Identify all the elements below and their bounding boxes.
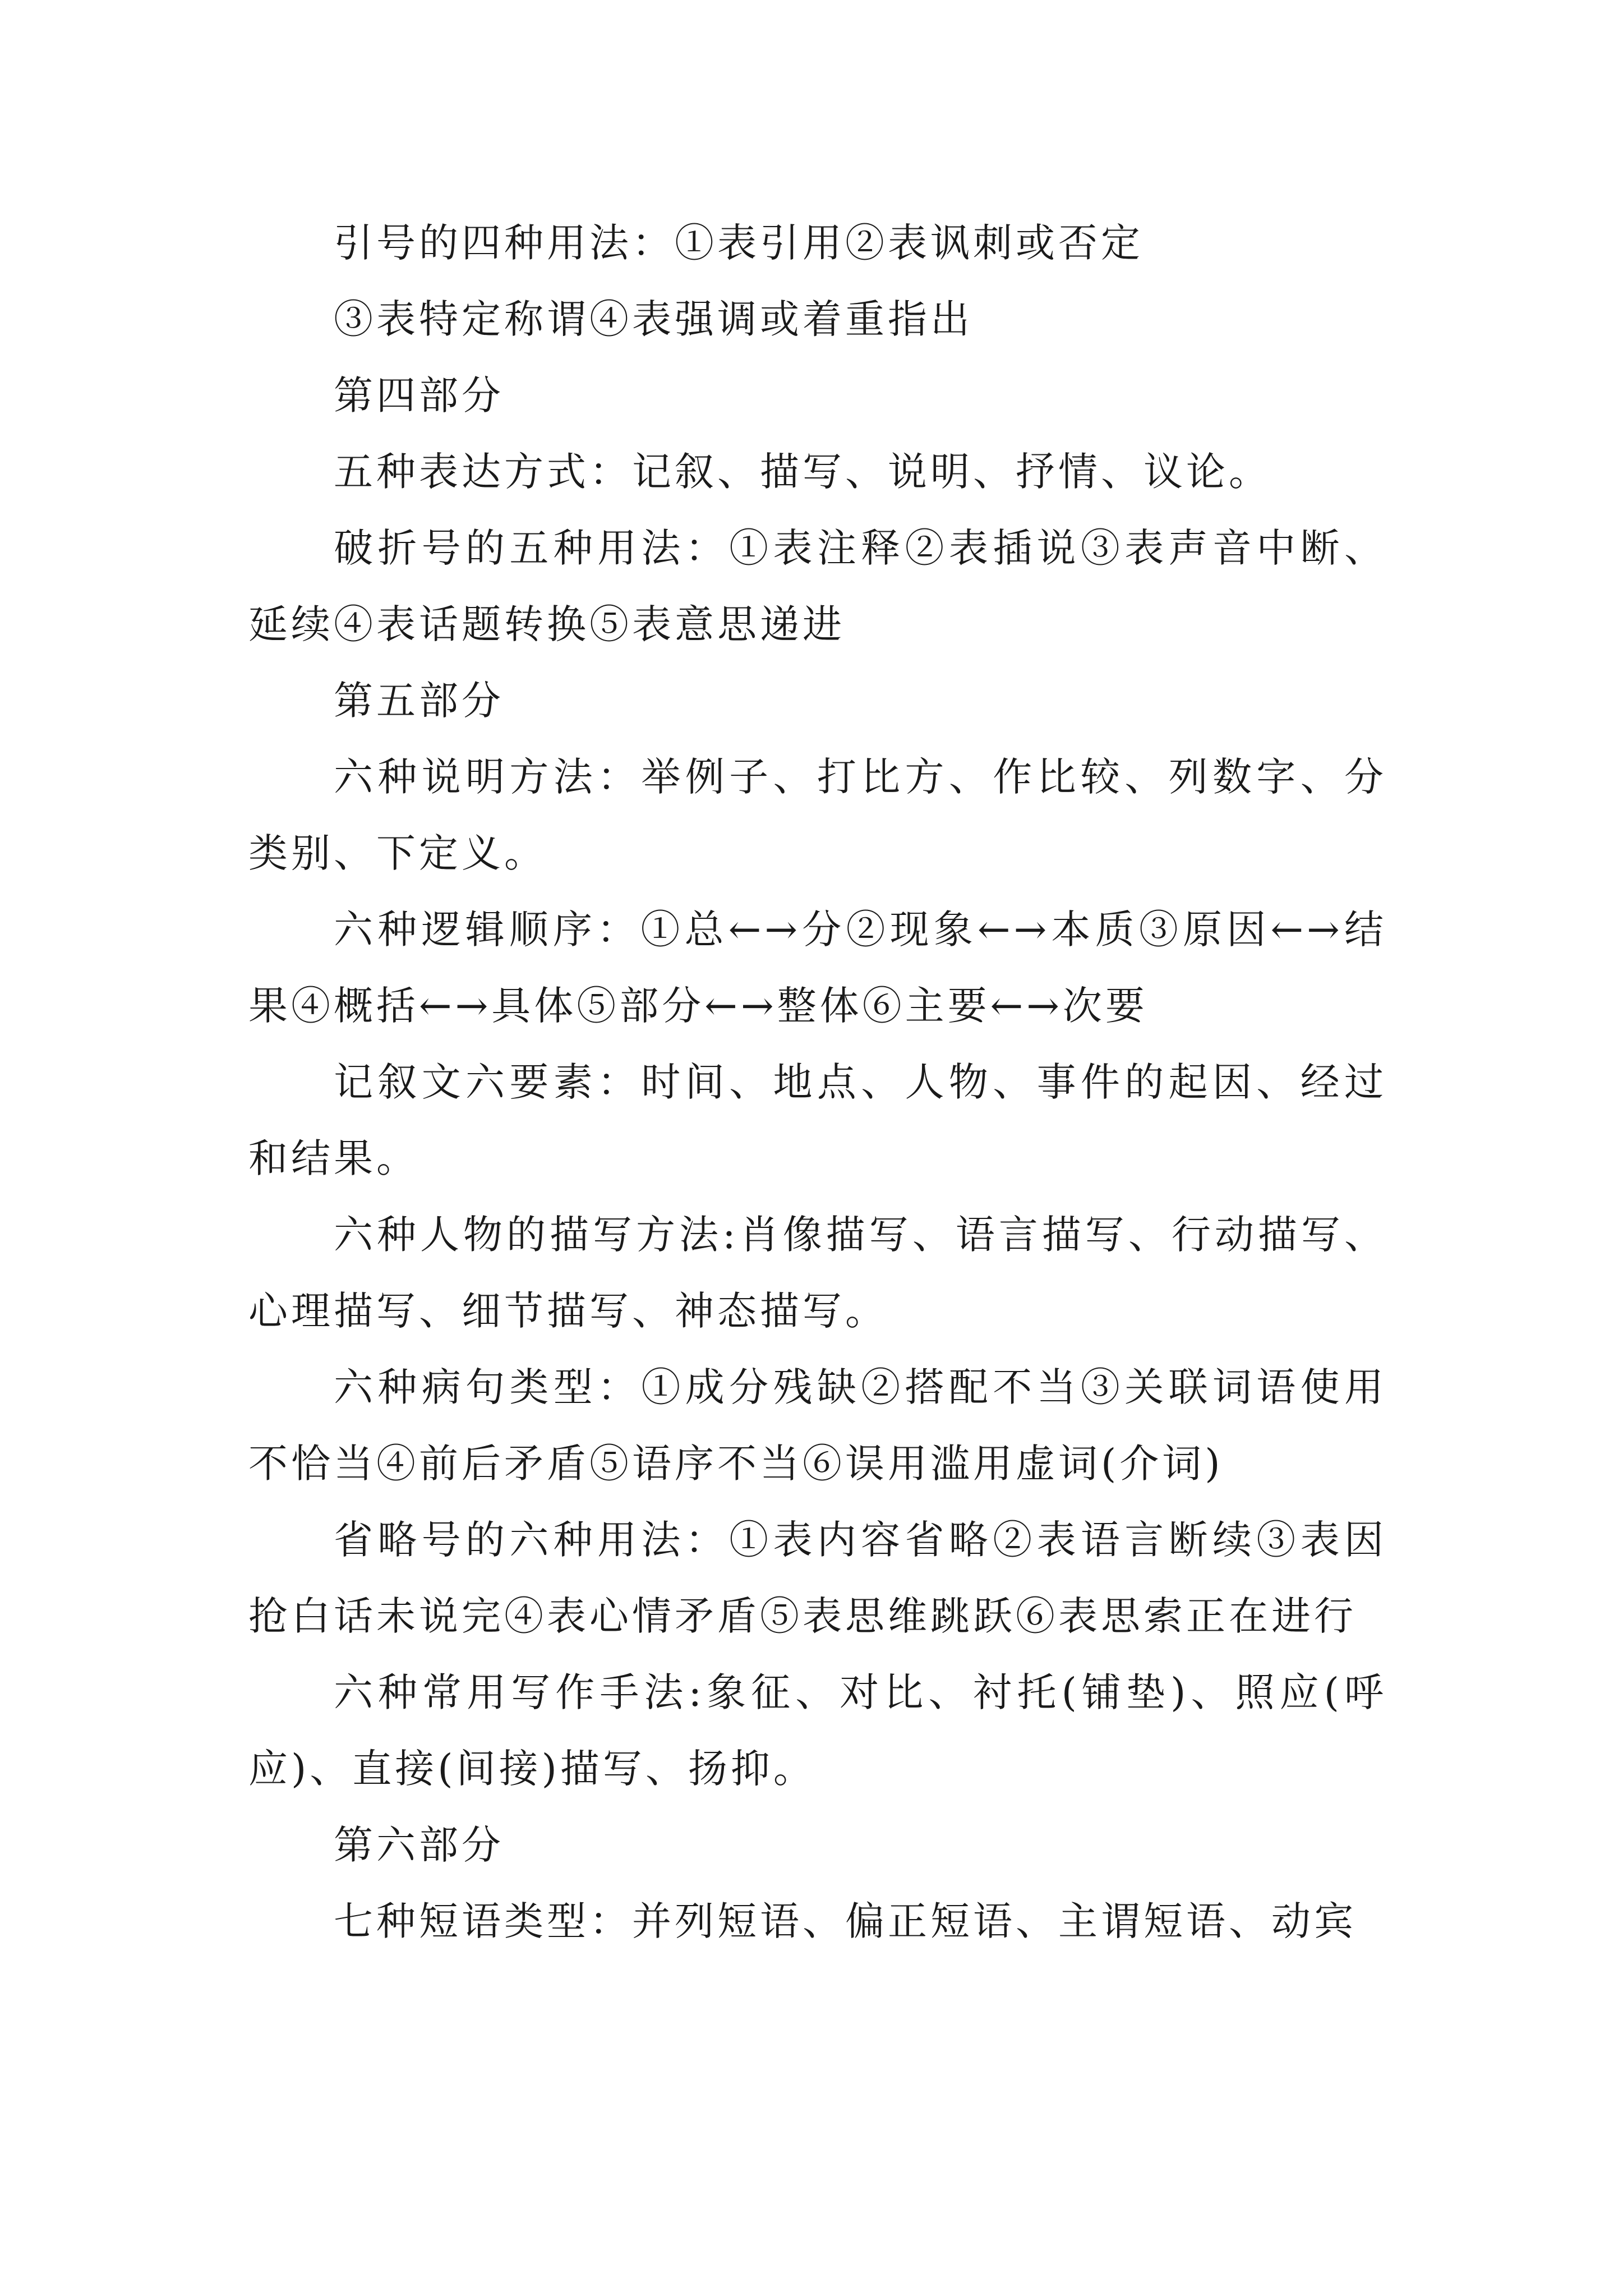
paragraph-quotation-marks-usage-cont: ③表特定称谓④表强调或着重指出 — [334, 296, 973, 342]
paragraph-logical-order: 六种逻辑顺序：①总←→分②现象←→本质③原因←→结果④概括←→具体⑤部分←→整体⑥主要←→次要 — [248, 907, 1387, 1029]
paragraph-narrative-elements: 记叙文六要素：时间、地点、人物、事件的起因、经过和结果。 — [248, 1059, 1387, 1181]
document-body — [248, 205, 1387, 1959]
paragraph-writing-techniques: 六种常用写作手法:象征、对比、衬托(铺垫)、照应(呼应)、直接(间接)描写、扬抑。 — [248, 1669, 1387, 1792]
paragraph-dash-usage: 破折号的五种用法：①表注释②表插说③表声音中断、延续④表话题转换⑤表意思递进 — [248, 525, 1387, 647]
paragraph-expression-methods: 五种表达方式：记叙、描写、说明、抒情、议论。 — [334, 449, 1271, 495]
paragraph-explanation-methods: 六种说明方法：举例子、打比方、作比较、列数字、分类别、下定义。 — [248, 754, 1387, 876]
section-heading-part-6: 第六部分 — [334, 1822, 504, 1868]
section-heading-part-4: 第四部分 — [334, 372, 504, 418]
paragraph-faulty-sentence-types: 六种病句类型：①成分残缺②搭配不当③关联词语使用不恰当④前后矛盾⑤语序不当⑥误用滥用虚词(介词) — [248, 1364, 1387, 1487]
paragraph-ellipsis-usage: 省略号的六种用法：①表内容省略②表语言断续③表因抢白话未说完④表心情矛盾⑤表思维跳跃⑥表思索正在进行 — [248, 1517, 1387, 1639]
paragraph-quotation-marks-usage: 引号的四种用法：①表引用②表讽刺或否定 — [334, 220, 1144, 266]
section-heading-part-5: 第五部分 — [334, 678, 504, 724]
paragraph-character-description: 六种人物的描写方法:肖像描写、语言描写、行动描写、心理描写、细节描写、神态描写。 — [248, 1212, 1387, 1334]
paragraph-phrase-types: 七种短语类型：并列短语、偏正短语、主谓短语、动宾 — [334, 1898, 1357, 1944]
